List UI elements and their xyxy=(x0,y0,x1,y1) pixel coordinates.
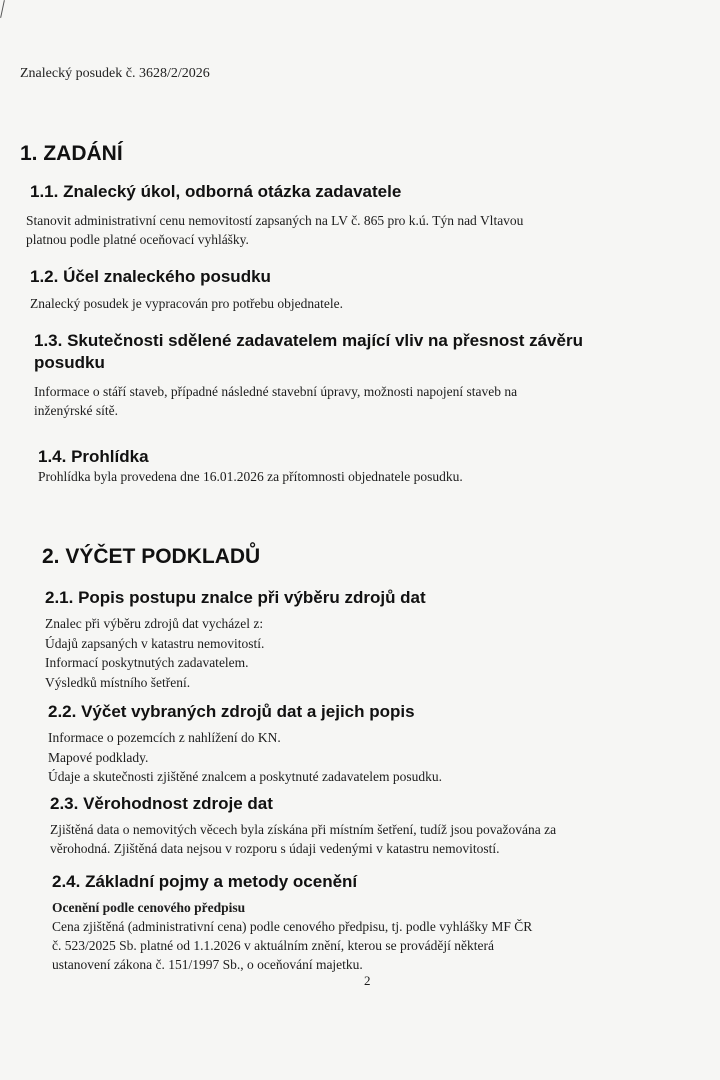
paragraph-1-3 xyxy=(34,382,517,420)
text-line: Stanovit administrativní cenu nemovitostí zapsaných na LV č. 865 pro k.ú. Týn nad Vltavou xyxy=(26,213,524,228)
text-line: věrohodná. Zjištěná data nejsou v rozporu s údaji vedenými v katastru nemovitostí. xyxy=(50,841,500,856)
text-line: Znalec při výběru zdrojů dat vycházel z: xyxy=(45,616,264,631)
paragraph-1-1 xyxy=(26,211,523,249)
text-line: ustanovení zákona č. 151/1997 Sb., o oceňování majetku. xyxy=(52,957,363,972)
heading-2-2: 2.2. Výčet vybraných zdrojů dat a jejich popis xyxy=(48,702,415,721)
text-line: Informace o stáří staveb, případné následné stavební úpravy, možnosti napojení staveb na xyxy=(34,384,518,399)
heading-1-1: 1.1. Znalecký úkol, odborná otázka zadavatele xyxy=(30,182,402,201)
heading-line: posudku xyxy=(34,353,105,372)
text-line: Informace o pozemcích z nahlížení do KN. xyxy=(48,730,281,745)
text-line: Zjištěná data o nemovitých věcech byla získána při místním šetření, tudíž jsou považována za xyxy=(50,822,557,837)
document-header: Znalecký posudek č. 3628/2/2026 xyxy=(20,66,210,81)
subheading-ocenenie: Ocenění podle cenového předpisu xyxy=(52,900,246,915)
heading-1-2: 1.2. Účel znaleckého posudku xyxy=(30,267,271,286)
heading-2-1: 2.1. Popis postupu znalce při výběru zdrojů dat xyxy=(45,588,426,607)
heading-line: 1.3. Skutečnosti sdělené zadavatelem mající vliv na přesnost závěru xyxy=(34,331,583,350)
text-line: Informací poskytnutých zadavatelem. xyxy=(45,655,249,670)
paragraph-1-2: Znalecký posudek je vypracován pro potřebu objednatele. xyxy=(30,296,344,311)
corner-pen-mark xyxy=(0,0,5,18)
paragraph-2-1 xyxy=(45,614,264,692)
paragraph-2-3 xyxy=(50,820,556,858)
text-line: Mapové podklady. xyxy=(48,749,149,765)
heading-2-4: 2.4. Základní pojmy a metody ocenění xyxy=(52,872,358,891)
heading-2-3: 2.3. Věrohodnost zdroje dat xyxy=(50,794,273,813)
text-line: inženýrské sítě. xyxy=(34,403,118,418)
text-line: Výsledků místního šetření. xyxy=(45,674,191,690)
text-line: Cena zjištěná (administrativní cena) podle cenového předpisu, tj. podle vyhlášky MF ČR xyxy=(52,919,533,934)
heading-vycet-podkladu: 2. VÝČET PODKLADŮ xyxy=(42,545,261,568)
text-line: Údajů zapsaných v katastru nemovitostí. xyxy=(45,635,265,651)
paragraph-1-4: Prohlídka byla provedena dne 16.01.2026 za přítomnosti objednatele posudku. xyxy=(38,469,463,484)
page-number: 2 xyxy=(364,973,371,988)
text-line: Údaje a skutečnosti zjištěné znalcem a poskytnuté zadavatelem posudku. xyxy=(48,769,442,784)
text-line: č. 523/2025 Sb. platné od 1.1.2026 v aktuálním znění, kterou se provádějí některá xyxy=(52,938,495,953)
paragraph-2-4 xyxy=(52,898,532,974)
text-line: platnou podle platné oceňovací vyhlášky. xyxy=(26,232,249,247)
heading-1-3 xyxy=(34,330,583,374)
heading-1-4: 1.4. Prohlídka xyxy=(38,447,149,466)
paragraph-2-2 xyxy=(48,728,442,787)
heading-zadani: 1. ZADÁNÍ xyxy=(20,142,123,165)
